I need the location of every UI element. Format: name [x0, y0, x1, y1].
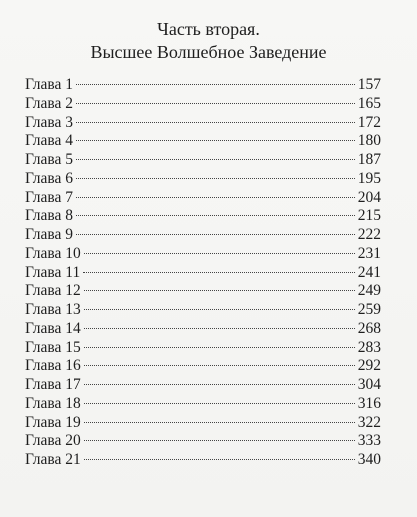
- dot-leader: [76, 214, 355, 216]
- chapter-label: Глава 7: [25, 188, 74, 206]
- chapter-label: Глава 17: [25, 376, 81, 393]
- page-number: 187: [357, 151, 381, 168]
- section-header: [0, 18, 417, 63]
- chapter-label: Глава 10: [25, 244, 81, 262]
- toc-entry: [25, 301, 381, 320]
- dot-leader: [84, 439, 355, 441]
- chapter-label: Глава 2: [25, 94, 74, 112]
- dot-leader: [84, 383, 355, 385]
- chapter-label: Глава 5: [25, 151, 74, 168]
- chapter-label: Глава 20: [25, 432, 81, 450]
- dot-leader: [76, 121, 355, 123]
- toc-entry: [25, 189, 381, 208]
- dot-leader: [76, 177, 355, 179]
- page-number: 268: [357, 319, 381, 337]
- dot-leader: [84, 421, 355, 423]
- page-number: 241: [357, 263, 381, 281]
- page-number: 157: [357, 76, 381, 93]
- toc-entry: [25, 245, 381, 264]
- toc-entry: [25, 376, 381, 395]
- page-number: 180: [357, 132, 381, 150]
- chapter-label: Глава 9: [25, 226, 74, 243]
- toc-entry: [25, 132, 381, 151]
- toc-entry: [25, 170, 381, 189]
- page-number: 316: [357, 394, 381, 412]
- dot-leader: [84, 308, 355, 310]
- dot-leader: [76, 83, 355, 85]
- toc-entry: [25, 357, 381, 376]
- dot-leader: [84, 458, 355, 460]
- part-subtitle: Высшее Волшебное Заведение: [90, 42, 327, 62]
- dot-leader: [84, 364, 355, 366]
- dot-leader: [84, 252, 355, 254]
- dot-leader: [84, 346, 355, 348]
- chapter-label: Глава 15: [25, 338, 81, 356]
- dot-leader: [84, 327, 355, 329]
- dot-leader: [76, 139, 355, 141]
- page-number: 204: [357, 188, 381, 206]
- toc-entry: [25, 282, 381, 301]
- chapter-label: Глава 16: [25, 357, 81, 375]
- toc-entry: [25, 264, 381, 283]
- page-number: 215: [357, 207, 381, 225]
- toc-entry: [25, 114, 381, 133]
- toc-entry: [25, 339, 381, 358]
- chapter-label: Глава 12: [25, 282, 81, 300]
- page-number: 340: [357, 451, 381, 468]
- chapter-label: Глава 14: [25, 319, 81, 337]
- dot-leader: [83, 271, 355, 273]
- page-number: 165: [357, 94, 381, 112]
- page-number: 259: [357, 301, 381, 318]
- toc-entry: [25, 95, 381, 114]
- chapter-label: Глава 11: [25, 263, 81, 281]
- dot-leader: [84, 289, 355, 291]
- dot-leader: [76, 102, 355, 104]
- chapter-label: Глава 21: [25, 451, 81, 468]
- chapter-label: Глава 4: [25, 132, 74, 150]
- toc-entry: [25, 395, 381, 414]
- toc-entry: [25, 320, 381, 339]
- chapter-label: Глава 6: [25, 169, 74, 187]
- dot-leader: [76, 196, 355, 198]
- toc-entry: [25, 414, 381, 433]
- chapter-label: Глава 13: [25, 301, 81, 318]
- page-number: 322: [357, 413, 381, 431]
- page-number: 333: [357, 432, 381, 450]
- toc-entry: [25, 432, 381, 451]
- page-number: 283: [357, 338, 381, 356]
- chapter-label: Глава 3: [25, 113, 74, 131]
- toc-entry: [25, 151, 381, 170]
- page-number: 292: [357, 357, 381, 375]
- toc-entry: [25, 207, 381, 226]
- dot-leader: [76, 158, 355, 160]
- page-number: 231: [357, 244, 381, 262]
- toc-entry: [25, 76, 381, 95]
- page-number: 172: [357, 113, 381, 131]
- page-number: 195: [357, 169, 381, 187]
- table-of-contents: [25, 76, 381, 470]
- dot-leader: [76, 233, 355, 235]
- part-title: Часть вторая.: [157, 19, 260, 39]
- toc-entry: [25, 451, 381, 470]
- page-number: 222: [357, 226, 381, 243]
- chapter-label: Глава 19: [25, 413, 81, 431]
- page-number: 249: [357, 282, 381, 300]
- toc-entry: [25, 226, 381, 245]
- dot-leader: [84, 402, 355, 404]
- chapter-label: Глава 1: [25, 76, 74, 93]
- chapter-label: Глава 8: [25, 207, 74, 225]
- page-number: 304: [357, 376, 381, 393]
- chapter-label: Глава 18: [25, 394, 81, 412]
